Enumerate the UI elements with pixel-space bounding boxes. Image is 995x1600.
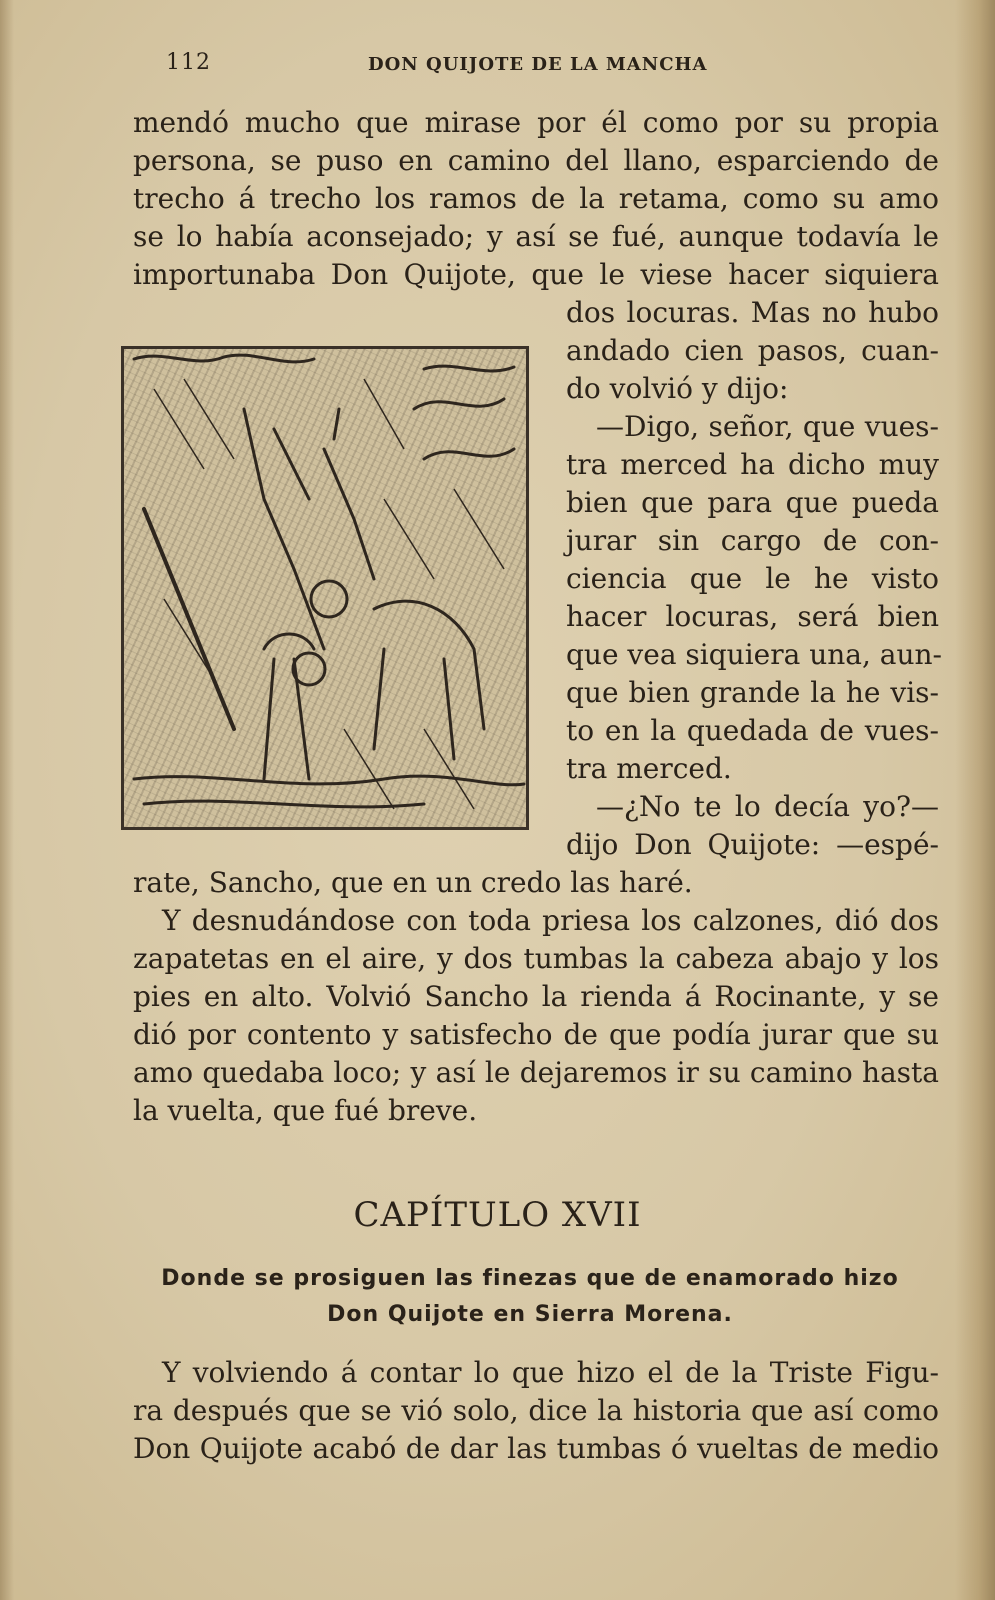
text-line: hacer locuras, será bien: [566, 600, 939, 633]
chapter-title: CAPÍTULO XVII: [353, 1195, 642, 1235]
text-line: tra merced ha dicho muy: [566, 448, 939, 481]
text-line: —¿No te lo decía yo?—: [596, 790, 939, 823]
text-line: amo quedaba loco; y así le dejaremos ir su camino hasta: [133, 1056, 939, 1089]
running-header: [0, 50, 995, 86]
page-edge-right: [955, 0, 995, 1600]
text-line: dijo Don Quijote: —espé-: [566, 828, 939, 861]
text-line: jurar sin cargo de con-: [566, 524, 939, 557]
text-line: —Digo, señor, que vues-: [596, 410, 939, 443]
text-line: zapatetas en el aire, y dos tumbas la cabeza abajo y los: [133, 942, 939, 975]
text-line: Don Quijote acabó de dar las tumbas ó vueltas de medio: [133, 1432, 939, 1465]
woodcut-illustration: [121, 346, 529, 830]
text-line: pies en alto. Volvió Sancho la rienda á Rocinante, y se: [133, 980, 939, 1013]
text-line: tra merced.: [566, 752, 732, 785]
text-line: ra después que se vió solo, dice la historia que así como: [133, 1394, 939, 1427]
text-line: trecho á trecho los ramos de la retama, como su amo: [133, 182, 939, 215]
text-line: la vuelta, que fué breve.: [133, 1094, 478, 1127]
running-title: DON QUIJOTE DE LA MANCHA: [368, 54, 708, 75]
text-line: do volvió y dijo:: [566, 372, 789, 405]
text-line: dos locuras. Mas no hubo: [566, 296, 939, 329]
page-edge-left: [0, 0, 14, 1600]
text-line: persona, se puso en camino del llano, esparciendo de: [133, 144, 939, 177]
text-line: bien que para que pueda: [566, 486, 939, 519]
text-line: se lo había aconsejado; y así se fué, aunque todavía le: [133, 220, 939, 253]
text-line: ciencia que le he visto: [566, 562, 939, 595]
text-line: to en la quedada de vues-: [566, 714, 939, 747]
text-line: Y volviendo á contar lo que hizo el de la Triste Figu-: [162, 1356, 939, 1389]
illustration-drawing: [124, 349, 526, 827]
text-line: importunaba Don Quijote, que le viese hacer siquiera: [133, 258, 939, 291]
text-line: rate, Sancho, que en un credo las haré.: [133, 866, 693, 899]
text-line: mendó mucho que mirase por él como por su propia: [133, 106, 939, 139]
text-line: Y desnudándose con toda priesa los calzones, dió dos: [162, 904, 939, 937]
page-number: 112: [166, 50, 211, 75]
text-line: andado cien pasos, cuan-: [566, 334, 939, 367]
text-line: que vea siquiera una, aun-: [566, 638, 942, 671]
text-line: dió por contento y satisfecho de que podía jurar que su: [133, 1018, 939, 1051]
chapter-summary-line: Don Quijote en Sierra Morena.: [327, 1302, 733, 1327]
text-line: que bien grande la he vis-: [566, 676, 939, 709]
chapter-summary-line: Donde se prosiguen las finezas que de enamorado hizo: [161, 1266, 899, 1291]
